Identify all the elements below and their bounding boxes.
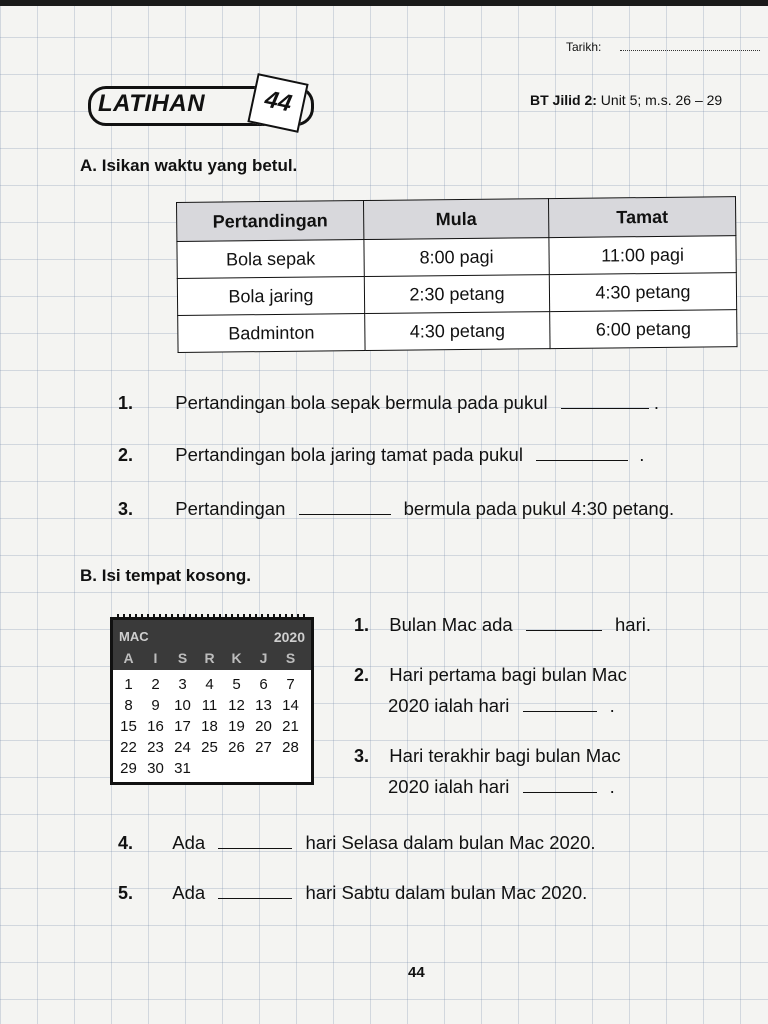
question-b3-line2 [388,776,615,798]
question-a1 [118,392,659,414]
calendar-date: 17 [174,718,191,735]
question-text: 2020 ialah hari [388,695,510,716]
question-b3 [354,745,621,767]
table-cell: Bola jaring [177,277,364,316]
question-a2 [118,444,644,466]
calendar-day-header: S [285,650,296,666]
table-cell: 8:00 pagi [364,238,549,277]
calendar-year: 2020 [273,629,305,645]
question-text: Pertandingan bola jaring tamat pada pukul [175,444,523,465]
table-row [177,236,736,279]
calendar-day-header: S [177,650,188,666]
question-number: 1. [118,393,134,413]
calendar-date: 27 [255,739,272,756]
table-cell: 2:30 petang [364,275,549,314]
exercise-number: 44 [247,73,308,133]
textbook-reference [530,92,722,108]
calendar-day-header: I [153,650,158,666]
calendar-date: 24 [174,739,191,756]
question-b5 [118,882,587,904]
textbook-volume: BT Jilid 2: [530,92,597,108]
calendar-date: 25 [201,739,218,756]
table-header: Pertandingan [177,201,364,242]
question-b1 [354,614,651,636]
table-cell: Bola sepak [177,240,364,279]
calendar-date: 29 [120,760,137,777]
question-b2 [354,664,627,686]
calendar-date: 30 [147,760,164,777]
calendar-day-header: K [231,650,242,666]
exercise-title: LATIHAN [98,90,206,117]
calendar-date: 2 [151,676,160,693]
question-text: Hari pertama bagi bulan Mac [389,664,627,685]
question-number: 2. [354,665,370,685]
date-label: Tarikh: [566,40,602,54]
question-number: 4. [118,833,134,853]
question-number: 3. [118,499,134,519]
calendar-date: 11 [201,697,218,714]
table-row [177,273,736,316]
date-blank[interactable] [620,49,760,51]
question-end: hari. [615,614,651,635]
question-end: hari Selasa dalam bulan Mac 2020. [305,832,596,853]
calendar-date: 6 [259,676,268,693]
calendar-date: 28 [282,739,299,756]
question-text: 2020 ialah hari [388,776,510,797]
calendar-date: 23 [147,739,164,756]
calendar-date: 31 [174,760,191,777]
question-a3 [118,498,674,520]
calendar-date: 1 [124,676,133,693]
table-cell: 4:30 petang [549,273,736,312]
answer-blank[interactable] [299,513,391,515]
answer-blank[interactable] [536,459,628,461]
calendar-date: 5 [232,676,241,693]
calendar [110,617,314,785]
calendar-date: 8 [124,697,133,714]
table-row [178,310,737,353]
calendar-date: 16 [147,718,164,735]
answer-blank[interactable] [523,791,597,793]
table-cell: 6:00 petang [550,310,737,349]
section-a-title: A. Isikan waktu yang betul. [80,156,298,175]
question-text: Bulan Mac ada [389,614,513,635]
answer-blank[interactable] [218,847,292,849]
question-number: 5. [118,883,134,903]
question-b4 [118,832,596,854]
question-text: Pertandingan [175,498,286,519]
question-end: . [653,392,660,413]
calendar-date: 10 [174,697,191,714]
calendar-date: 9 [151,697,160,714]
calendar-date: 7 [286,676,295,693]
calendar-date: 26 [228,739,245,756]
calendar-day-header: R [204,650,215,666]
calendar-date: 13 [255,697,272,714]
calendar-date: 12 [228,697,245,714]
table-cell: 11:00 pagi [549,236,736,275]
question-text: Ada [172,832,206,853]
question-text: Pertandingan bola sepak bermula pada pukul [175,392,548,413]
calendar-date: 14 [282,697,299,714]
calendar-date: 15 [120,718,137,735]
calendar-header [113,620,311,670]
calendar-month: MAC [119,629,149,644]
calendar-dates [115,675,304,778]
question-end: . [639,444,645,465]
table-header: Tamat [548,197,735,238]
calendar-date: 18 [201,718,218,735]
calendar-day-headers [115,650,304,666]
question-end: . [609,695,615,716]
question-number: 1. [354,615,370,635]
question-text: Ada [172,882,206,903]
calendar-date: 3 [178,676,187,693]
top-edge [0,0,768,6]
calendar-date: 19 [228,718,245,735]
schedule-table [176,196,738,353]
question-end: . [609,776,615,797]
table-header: Mula [363,199,548,240]
question-number: 2. [118,445,134,465]
answer-blank[interactable] [526,629,602,631]
question-text: Hari terakhir bagi bulan Mac [389,745,621,766]
question-number: 3. [354,746,370,766]
answer-blank[interactable] [561,407,649,409]
answer-blank[interactable] [523,710,597,712]
section-b-title: B. Isi tempat kosong. [80,566,251,585]
table-cell: 4:30 petang [365,312,550,351]
calendar-date: 22 [120,739,137,756]
answer-blank[interactable] [218,897,292,899]
table-cell: Badminton [178,314,365,353]
textbook-pages: Unit 5; m.s. 26 – 29 [600,92,723,108]
calendar-date: 20 [255,718,272,735]
calendar-day-header: A [123,650,134,666]
page-number: 44 [408,964,425,981]
question-end: hari Sabtu dalam bulan Mac 2020. [305,882,588,903]
calendar-date: 4 [205,676,214,693]
question-end: bermula pada pukul 4:30 petang. [403,498,675,519]
table-header-row [177,197,736,242]
calendar-day-header: J [259,650,268,666]
calendar-date: 21 [282,718,299,735]
question-b2-line2 [388,695,615,717]
